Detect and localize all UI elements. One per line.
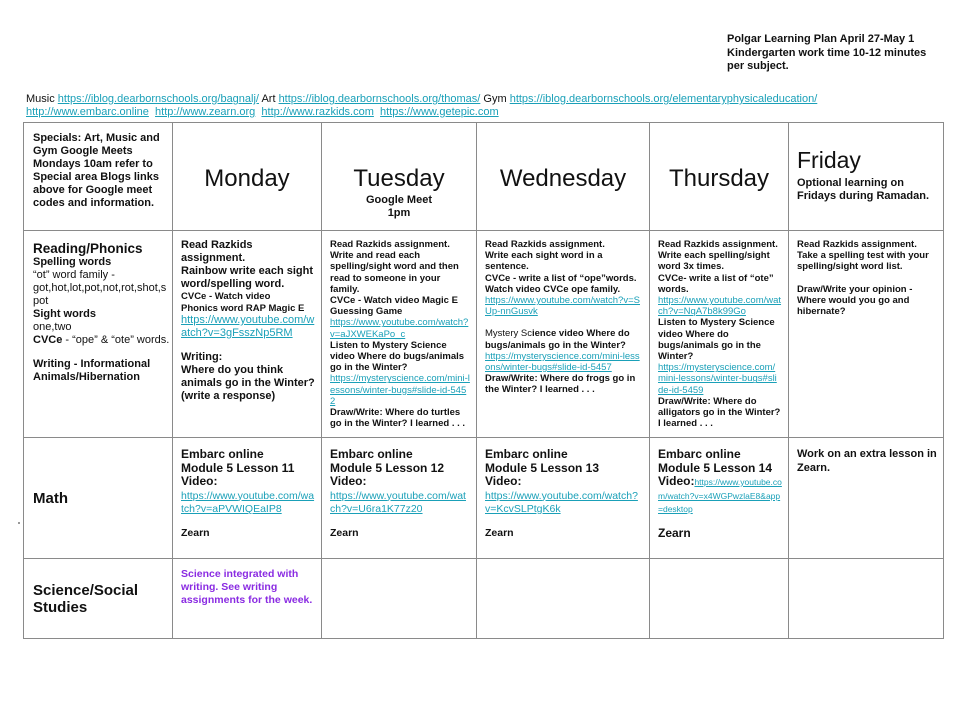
reading-thursday-cell [650,231,789,438]
video-link[interactable]: https://www.youtube.com/watch?v=aPVWIQEaIP8 [181,489,315,515]
task-text: Mystery Sc [485,328,532,340]
specials-line: Mondays 10am refer to [33,158,153,170]
task-text: Embarc online [485,447,568,461]
task-text: Read Razkids assignment. [797,239,917,250]
gym-blog-link[interactable]: https://iblog.dearbornschools.org/elementaryphysicaleducation/ [509,93,818,105]
sight-heading: Sight words [33,308,96,320]
task-text: Module 5 Lesson 11 [181,460,295,475]
mystery-science-link[interactable]: https://mysteryscience.com/mini-lessons/winter-bugs#slide-id-5452 [330,373,470,407]
math-tuesday-cell [322,438,477,559]
task-text: CVCe- write a list of “ote” words. [658,272,774,295]
task-text: Video: [181,474,218,488]
task-text: CVCe - write a list of “ope”words. [485,272,637,284]
science-subject-cell [24,559,173,639]
plan-title: Polgar Learning Plan April 27-May 1 [727,33,915,45]
special-area-links [26,93,956,119]
task-text: Read Razkids assignment. [485,239,605,250]
science-thursday-cell [650,559,789,639]
video-link[interactable]: https://www.youtube.com/watch?v=NqA7b8k99Go [658,295,782,318]
cvce-heading: CVCe [33,334,63,346]
science-row [24,559,944,639]
task-text: Write each spelling/sight word 3x times. [658,250,770,273]
day-header-thursday [650,123,789,231]
reading-wednesday-cell [477,231,650,438]
reading-monday-cell [173,231,322,438]
math-subject-cell [24,438,173,559]
specials-line: above for Google meet [33,184,153,196]
science-wednesday-cell [477,559,650,639]
task-text: Video: [330,474,367,488]
reading-tuesday-cell [322,231,477,438]
task-text: ience video Where do bugs/animals go in the Winter? [485,328,630,351]
task-text: Video: [658,474,695,488]
science-friday-cell [789,559,944,639]
plan-subtitle: Kindergarten work time 10-12 minutes [727,46,927,59]
art-blog-link[interactable]: https://iblog.dearbornschools.org/thomas/ [278,93,481,105]
writing-heading: Writing: [181,351,223,363]
day-label: Thursday [668,165,770,192]
task-text: Write each sight word in a sentence. [485,250,603,273]
zearn-label: Zearn [181,526,210,539]
task-text: Phonics word RAP Magic E [181,302,305,314]
day-label: Friday [797,147,861,173]
day-note: 1pm [387,207,411,219]
day-label: Wednesday [499,165,627,192]
math-row [24,438,944,559]
specials-line: Special area Blogs links [33,171,159,183]
spelling-heading: Spelling words [33,256,112,268]
day-label: Monday [204,165,290,192]
specials-line: codes and information. [33,197,155,209]
math-friday-cell [789,438,944,559]
plan-header [727,33,957,74]
task-text: Rainbow write each sight word/spelling word. [181,265,314,290]
zearn-link[interactable]: http://www.zearn.org [155,106,256,118]
task-text: Read Razkids assignment. [181,239,253,264]
subject-label: Math [33,489,68,507]
task-text: Embarc online [330,447,413,461]
task-text: Watch video CVCe ope family. [485,283,621,295]
weekly-plan-table [23,122,944,639]
day-label: Tuesday [353,165,445,192]
task-text: Work on an extra lesson in Zearn. [797,448,937,474]
razkids-link[interactable]: http://www.razkids.com [261,106,374,118]
science-tuesday-cell [322,559,477,639]
mystery-science-link[interactable]: https://mysteryscience.com/mini-lessons/winter-bugs#slide-id-5457 [485,350,640,374]
video-link[interactable]: https://www.youtube.com/watch?v=x4WGPwzlaE8&app=desktop [658,477,782,514]
music-blog-link[interactable]: https://iblog.dearbornschools.org/bagnalj/ [57,93,259,105]
gym-label: Gym [483,93,507,105]
writing-prompt: Where do you think animals go in the Winter? (write a response) [181,364,315,402]
reading-row [24,231,944,438]
task-text: Module 5 Lesson 12 [330,460,445,475]
subject-label: Reading/Phonics [33,241,143,256]
specials-note-cell [24,123,173,231]
day-header-tuesday [322,123,477,231]
task-text: Video: [485,474,522,488]
task-text: Embarc online [181,447,264,461]
video-link[interactable]: https://www.youtube.com/watch?v=U6ra1K77z20 [330,489,466,515]
task-text: Read Razkids assignment. [658,239,778,250]
task-text: Draw/Write: Where do turtles go in the Winter? I learned . . . [330,407,466,430]
specials-line: Specials: Art, Music and [33,132,160,144]
task-text: Module 5 Lesson 13 [485,460,600,475]
sight-words: one,two [33,321,72,333]
writing-topic: Animals/Hibernation [33,371,140,383]
science-monday-cell [173,559,322,639]
cvce-text: - “ope” & “ote” words. [62,334,170,346]
reading-subject-cell [24,231,173,438]
zearn-label: Zearn [485,526,514,539]
math-wednesday-cell [477,438,650,559]
task-text: Listen to Mystery Science video Where do bugs/animals go in the Winter? [330,339,465,374]
math-thursday-cell [650,438,789,559]
zearn-label: Zearn [330,526,359,539]
task-text: Read Razkids assignment. [330,239,450,250]
day-note: Google Meet [365,194,432,206]
math-monday-cell [173,438,322,559]
video-link[interactable]: https://www.youtube.com/watch?v=SUp-nnGusvk [485,295,640,318]
video-link[interactable]: https://www.youtube.com/watch?v=KcvSLPtgK6k [485,489,638,515]
day-note: Fridays during Ramadan. [797,190,930,202]
reading-friday-cell [789,231,944,438]
task-text: Module 5 Lesson 14 [658,460,773,475]
embarc-link[interactable]: http://www.embarc.online [26,106,149,118]
task-text: Embarc online [658,447,741,461]
task-text: CVCe - Watch video [181,291,271,302]
day-header-friday [789,123,944,231]
task-text: Take a spelling test with your spelling/sight word list. [797,250,929,273]
header-row [24,123,944,231]
task-text: Draw/Write: Where do alligators go in the Winter? I learned . . . [658,395,781,430]
plan-subtitle-cont: per subject. [727,60,789,72]
music-label: Music [26,93,55,105]
stray-mark [18,522,20,524]
task-text: Listen to Mystery Science video Where do bugs/animals go in the Winter? [658,317,775,363]
zearn-label: Zearn [658,525,691,540]
mystery-science-link[interactable]: https://mysteryscience.com/mini-lessons/winter-bugs#slide-id-5459 [658,362,777,396]
writing-heading: Writing - Informational [33,358,151,370]
task-text: CVCe - Watch video Magic E Guessing Game [330,295,458,318]
video-link[interactable]: https://www.youtube.com/watch?v=aJXWEKaPo_c [330,317,469,340]
art-label: Art [261,93,276,105]
science-note: Science integrated with writing. See writing assignments for the week. [181,568,313,606]
task-text: Draw/Write: Where do frogs go in the Winter? I learned . . . [485,373,636,396]
day-note: Optional learning on [797,177,904,189]
task-text: Draw/Write your opinion - Where would you go and hibernate? [797,283,913,318]
day-header-monday [173,123,322,231]
specials-line: Gym Google Meets [33,145,133,157]
spelling-words: “ot” word family - got,hot,lot,pot,not,rot,shot,s pot [33,269,167,307]
subject-label: Science/Social Studies [33,581,139,616]
day-header-wednesday [477,123,650,231]
getepic-link[interactable]: https://www.getepic.com [380,106,499,118]
task-text: Write and read each spelling/sight word and then read to someone in your family. [330,250,459,295]
video-link[interactable]: https://www.youtube.com/watch?v=3gFsszNp5RM [181,314,315,339]
